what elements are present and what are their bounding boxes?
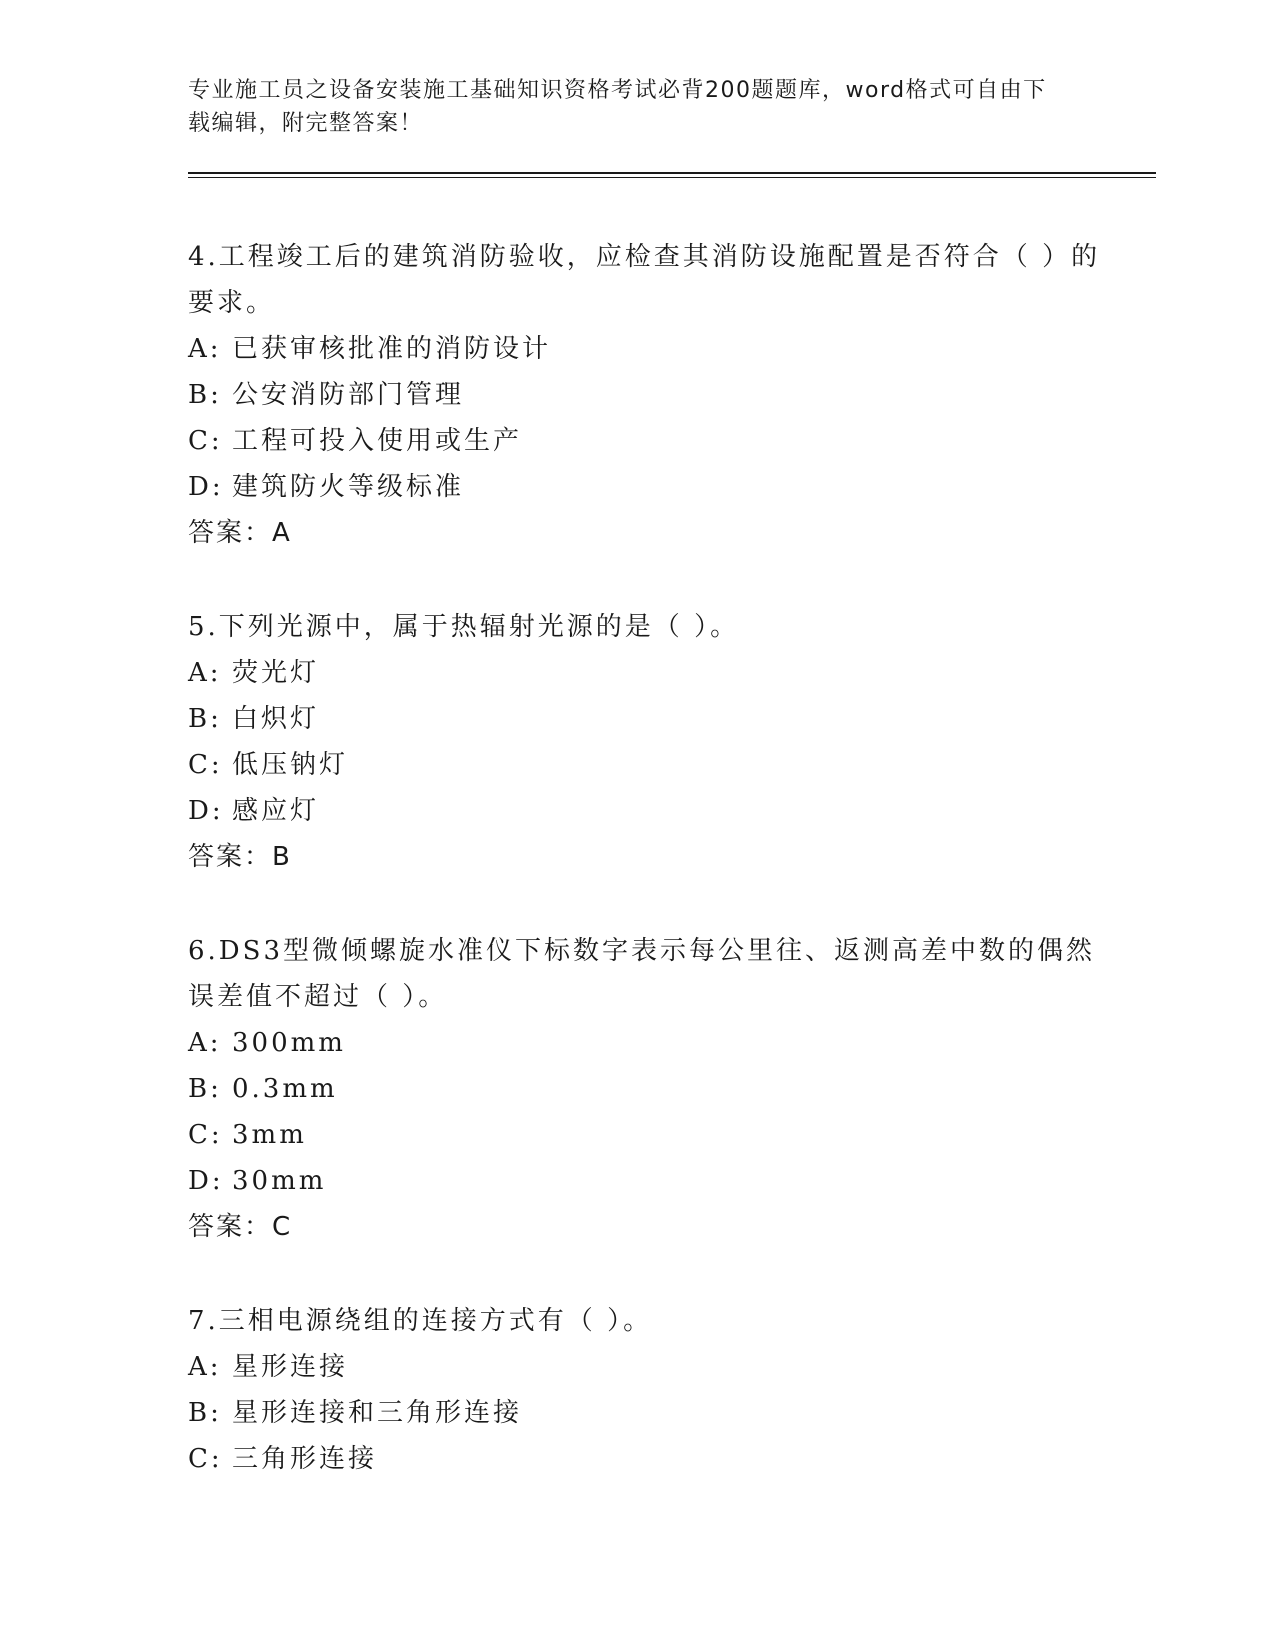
option-b <box>188 372 1156 418</box>
option-text: 公安消防部门管理 <box>232 380 465 410</box>
question-text: 4.工程竣工后的建筑消防验收，应检查其消防设施配置是否符合（ ）的要求。 <box>188 242 1101 318</box>
option-c <box>188 418 1156 464</box>
option-a <box>188 1020 1156 1066</box>
option-text: 30mm <box>232 1166 327 1196</box>
option-d <box>188 464 1156 510</box>
option-c <box>188 1112 1156 1158</box>
question-6 <box>188 928 1156 1250</box>
option-text: 白炽灯 <box>232 704 320 734</box>
option-key: A: <box>188 1352 222 1382</box>
option-key: C: <box>188 1120 223 1150</box>
document-page <box>188 74 1156 1530</box>
option-text: 300mm <box>232 1028 346 1058</box>
option-key: A: <box>188 334 222 364</box>
answer-label: 答案：A <box>188 518 292 548</box>
option-b <box>188 696 1156 742</box>
option-key: D: <box>188 796 224 826</box>
option-d <box>188 788 1156 834</box>
option-key: B: <box>188 1398 222 1428</box>
document-header-title: 专业施工员之设备安装施工基础知识资格考试必背200题题库，word格式可自由下载编辑，附完整答案！ <box>188 78 1047 136</box>
option-a <box>188 1344 1156 1390</box>
option-b <box>188 1390 1156 1436</box>
answer-label: 答案：B <box>188 842 292 872</box>
option-text: 0.3mm <box>232 1074 338 1104</box>
option-text: 三角形连接 <box>232 1444 378 1474</box>
answer-label: 答案：C <box>188 1212 293 1242</box>
option-key: D: <box>188 472 224 502</box>
option-text: 工程可投入使用或生产 <box>232 426 523 456</box>
option-text: 已获审核批准的消防设计 <box>232 334 552 364</box>
option-text: 3mm <box>232 1120 307 1150</box>
question-text: 7.三相电源绕组的连接方式有（ ）。 <box>188 1306 653 1336</box>
option-text: 星形连接 <box>232 1352 349 1382</box>
question-7 <box>188 1298 1156 1482</box>
option-d <box>188 1158 1156 1204</box>
question-text: 6.DS3型微倾螺旋水准仪下标数字表示每公里往、返测高差中数的偶然误差值不超过（ ）。 <box>188 936 1096 1012</box>
option-c <box>188 742 1156 788</box>
question-4 <box>188 234 1156 556</box>
option-key: B: <box>188 1074 222 1104</box>
question-5 <box>188 604 1156 880</box>
header-divider <box>188 172 1156 178</box>
option-key: C: <box>188 1444 223 1474</box>
question-list <box>188 234 1156 1482</box>
option-text: 低压钠灯 <box>232 750 349 780</box>
option-key: D: <box>188 1166 224 1196</box>
option-key: B: <box>188 380 222 410</box>
question-text: 5.下列光源中，属于热辐射光源的是（ ）。 <box>188 612 740 642</box>
option-text: 星形连接和三角形连接 <box>232 1398 523 1428</box>
option-a <box>188 650 1156 696</box>
option-key: C: <box>188 426 223 456</box>
option-key: B: <box>188 704 222 734</box>
option-text: 建筑防火等级标准 <box>232 472 465 502</box>
option-b <box>188 1066 1156 1112</box>
option-text: 荧光灯 <box>232 658 320 688</box>
option-a <box>188 326 1156 372</box>
option-key: A: <box>188 658 222 688</box>
option-key: A: <box>188 1028 222 1058</box>
option-c <box>188 1436 1156 1482</box>
option-key: C: <box>188 750 223 780</box>
option-text: 感应灯 <box>232 796 320 826</box>
